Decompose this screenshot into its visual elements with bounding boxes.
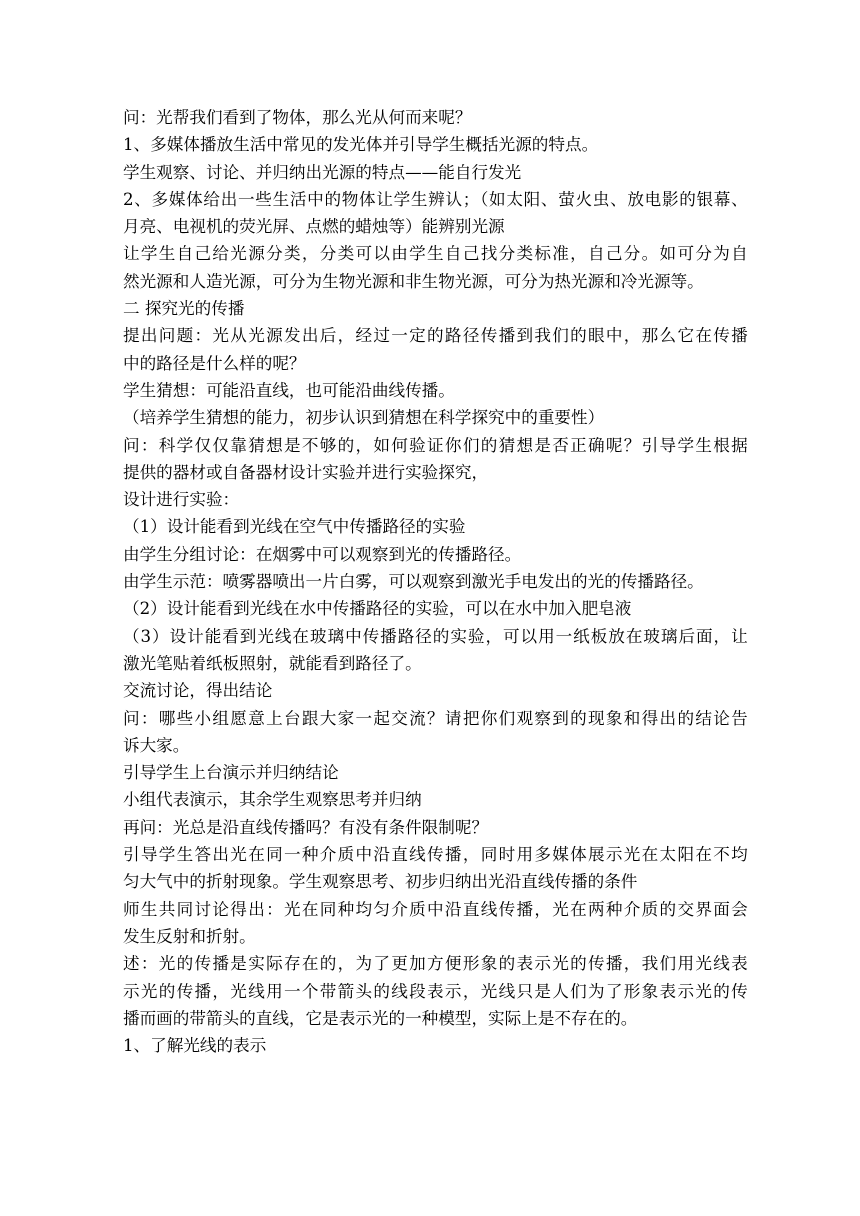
text-line: 提供的器材或自备器材设计实验并进行实验探究， <box>123 462 489 482</box>
text-line: 中的路径是什么样的呢？ <box>123 353 306 373</box>
text-line: 师生共同讨论得出：光在同种均匀介质中沿直线传播，光在两种介质的交界面会 <box>123 899 748 919</box>
text-line: 再问：光总是沿直线传播吗？有没有条件限制呢？ <box>123 817 489 837</box>
text-line: 引导学生上台演示并归纳结论 <box>123 763 339 783</box>
text-line: （培养学生猜想的能力，初步认识到猜想在科学探究中的重要性） <box>123 408 605 428</box>
text-line: 由学生示范：喷雾器喷出一片白雾，可以观察到激光手电发出的光的传播路径。 <box>123 572 704 592</box>
text-line: 匀大气中的折射现象。学生观察思考、初步归纳出光沿直线传播的条件 <box>123 872 638 892</box>
section-heading: 二 探究光的传播 <box>123 299 245 319</box>
text-line: 然光源和人造光源，可分为生物光源和非生物光源，可分为热光源和冷光源等。 <box>123 271 704 291</box>
text-line: 播而画的带箭头的直线，它是表示光的一种模型，实际上是不存在的。 <box>123 1008 638 1028</box>
text-line: 激光笔贴着纸板照射，就能看到路径了。 <box>123 653 422 673</box>
text-line: 问：哪些小组愿意上台跟大家一起交流？请把你们观察到的现象和得出的结论告 <box>123 708 748 728</box>
text-line: 引导学生答出光在同一种介质中沿直线传播，同时用多媒体展示光在太阳在不均 <box>123 845 748 865</box>
text-line: 月亮、电视机的荧光屏、点燃的蜡烛等）能辨别光源 <box>123 217 505 237</box>
text-line: 问：光帮我们看到了物体，那么光从何而来呢？ <box>123 108 472 127</box>
text-line: 提出问题：光从光源发出后，经过一定的路径传播到我们的眼中，那么它在传播 <box>123 326 748 346</box>
text-line: 由学生分组讨论：在烟雾中可以观察到光的传播路径。 <box>123 544 522 564</box>
text-line: 小组代表演示，其余学生观察思考并归纳 <box>123 790 422 810</box>
text-line: （2）设计能看到光线在水中传播路径的实验，可以在水中加入肥皂液 <box>123 599 632 619</box>
text-line: 发生反射和折射。 <box>123 926 256 946</box>
text-line: 设计进行实验： <box>123 490 240 510</box>
text-line: 学生观察、讨论、并归纳出光源的特点——能自行发光 <box>123 162 522 182</box>
text-line: 学生猜想：可能沿直线，也可能沿曲线传播。 <box>123 380 455 400</box>
document-body <box>123 104 748 1059</box>
text-line: （1）设计能看到光线在空气中传播路径的实验 <box>123 517 466 537</box>
text-line: 示光的传播，光线用一个带箭头的线段表示，光线只是人们为了形象表示光的传 <box>123 981 748 1001</box>
text-line: 2、多媒体给出一些生活中的物体让学生辨认；（如太阳、萤火虫、放电影的银幕、 <box>123 189 748 209</box>
text-line: 1、多媒体播放生活中常见的发光体并引导学生概括光源的特点。 <box>123 135 599 155</box>
text-line: 让学生自己给光源分类，分类可以由学生自己找分类标准，自己分。如可分为自 <box>123 244 748 264</box>
text-line: （3）设计能看到光线在玻璃中传播路径的实验，可以用一纸板放在玻璃后面，让 <box>123 626 748 646</box>
text-line: 交流讨论，得出结论 <box>123 681 273 701</box>
text-line: 诉大家。 <box>123 735 190 755</box>
text-line: 问：科学仅仅靠猜想是不够的，如何验证你们的猜想是否正确呢？引导学生根据 <box>123 435 748 455</box>
text-line: 述：光的传播是实际存在的，为了更加方便形象的表示光的传播，我们用光线表 <box>123 954 748 974</box>
text-line: 1、了解光线的表示 <box>123 1036 267 1056</box>
